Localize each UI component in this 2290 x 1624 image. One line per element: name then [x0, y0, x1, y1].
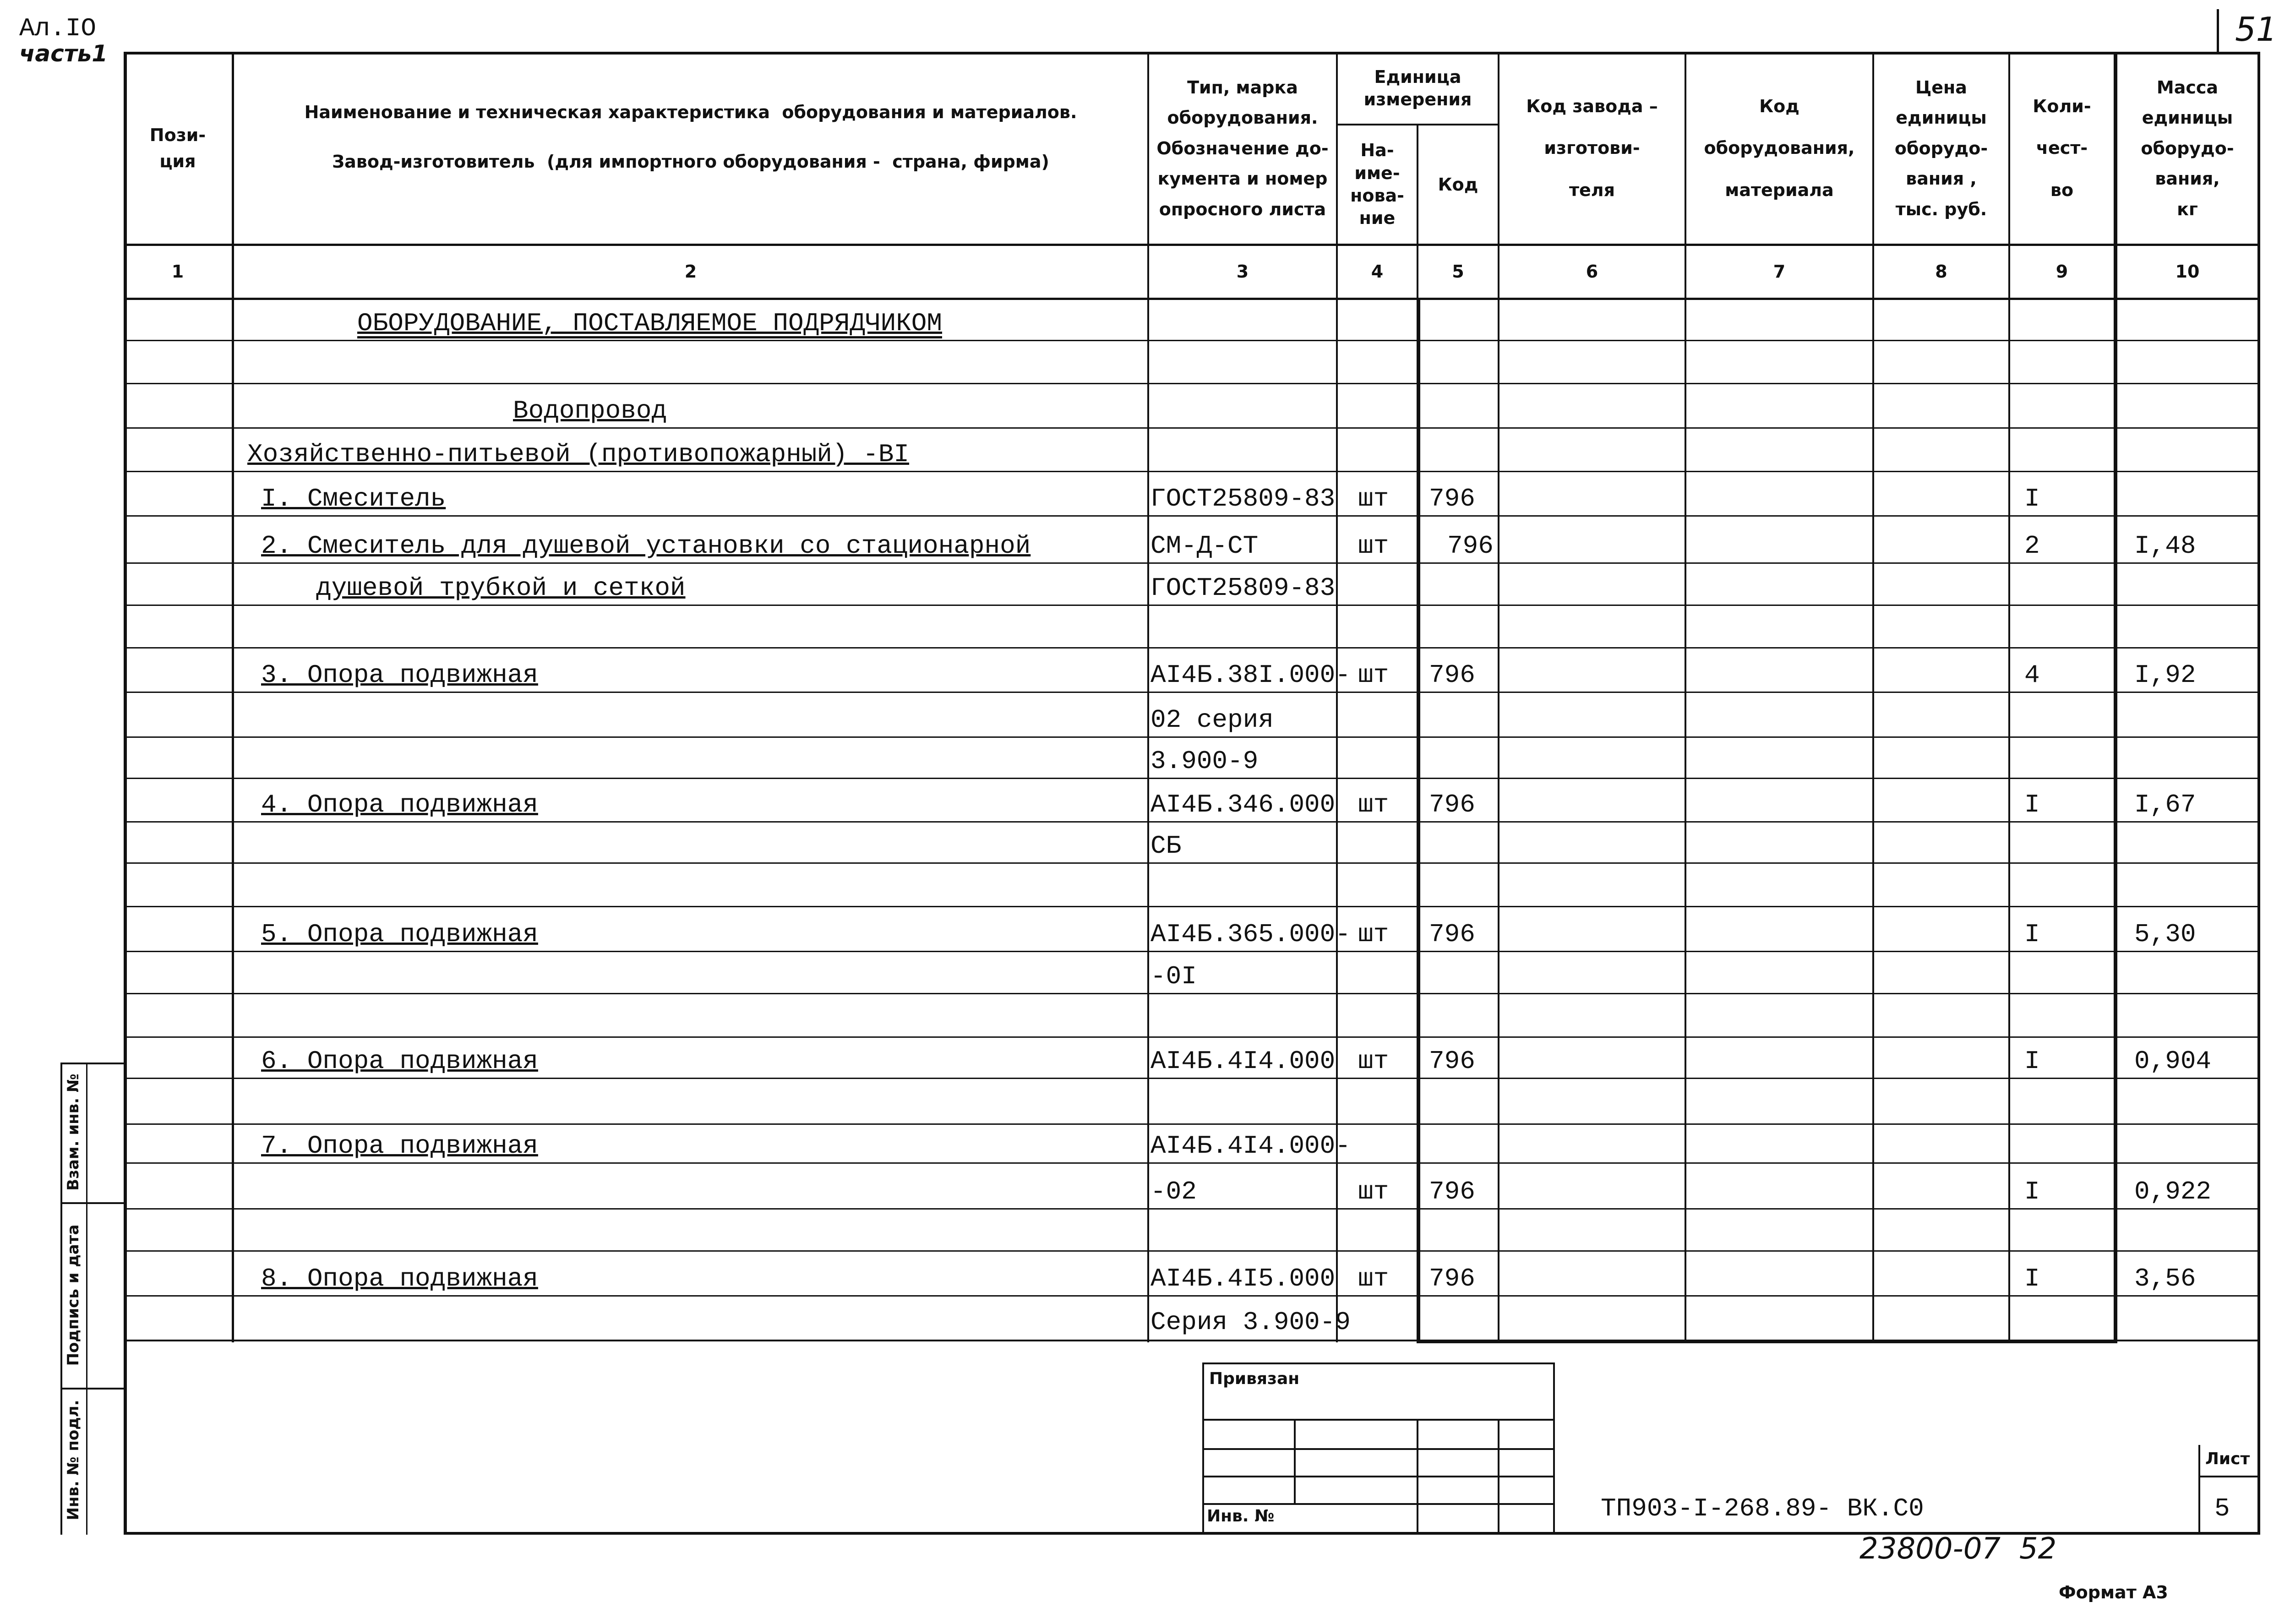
tb-col3 — [1498, 1419, 1499, 1532]
row-1-name: ОБОРУДОВАНИЕ, ПОСТАВЛЯЕМОЕ ПОДРЯДЧИКОМ — [357, 309, 943, 338]
header-col-type: Тип, марка оборудования. Обозначение до- кумента и номер опросного листа — [1156, 77, 1329, 219]
row-9-mass: I,92 — [2134, 660, 2196, 690]
row-23-name: 8. Опора подвижная — [261, 1264, 538, 1293]
row-6-code: 796 — [1447, 531, 1494, 561]
format-label: Формат А3 — [2059, 1582, 2168, 1602]
header-col-name-line2: Завод-изготовитель (для импортного оборудования - страна, фирма) — [332, 151, 1049, 172]
col-num-2: 2 — [684, 262, 697, 282]
tb-top — [1202, 1362, 1555, 1364]
row-divider — [124, 906, 2260, 907]
row-divider — [124, 605, 2260, 606]
row-11-type: 3.900-9 — [1150, 747, 1259, 776]
row-15-qty: I — [2024, 920, 2040, 949]
row-20-name: 7. Опора подвижная — [261, 1131, 538, 1161]
row-divider — [124, 821, 2260, 823]
header-col-factory-code: Код завода – изготови- теля — [1526, 96, 1658, 200]
row-18-unit: шт — [1358, 1046, 1389, 1076]
row-divider — [124, 471, 2260, 472]
row-23-type: АI4Б.4I5.000 — [1150, 1264, 1336, 1293]
row-6-unit: шт — [1358, 531, 1389, 561]
frame-right — [2257, 52, 2260, 1535]
archive-number: 23800-07 52 — [1859, 1532, 2057, 1566]
header-col-quantity: Коли- чест- во — [2033, 96, 2091, 200]
row-divider — [124, 1078, 2260, 1079]
col-num-10: 10 — [2175, 262, 2200, 282]
col-num-7: 7 — [1773, 262, 1786, 282]
col-line-4-bold — [1417, 298, 1420, 1342]
col-num-9: 9 — [2056, 262, 2068, 282]
tb-right — [1553, 1362, 1555, 1532]
tb-row1 — [1202, 1419, 1555, 1421]
header-col-mass: Масса единицы оборудо- вания, кг — [2141, 77, 2234, 219]
row-9-qty: 4 — [2024, 660, 2040, 690]
row-9-type: АI4Б.38I.000- — [1150, 660, 1351, 690]
row-divider — [124, 1208, 2260, 1210]
row-24-type: Серия 3.900-9 — [1150, 1308, 1351, 1337]
row-12-type: АI4Б.346.000 — [1150, 790, 1336, 819]
row-23-unit: шт — [1358, 1264, 1389, 1293]
row-divider — [124, 993, 2260, 994]
sheet-number: 5 — [2214, 1494, 2230, 1523]
row-divider — [124, 862, 2260, 864]
row-5-code: 796 — [1429, 484, 1475, 513]
header-col-equipment-code: Код оборудования, материала — [1704, 96, 1855, 200]
row-21-qty: I — [2024, 1177, 2040, 1206]
row-6-type: СМ-Д-СТ — [1150, 531, 1259, 561]
sheet-box-left — [2198, 1445, 2200, 1532]
tb-col2 — [1417, 1419, 1418, 1532]
row-7-name: душевой трубкой и сеткой — [316, 573, 686, 603]
row-20-type: АI4Б.4I4.000- — [1150, 1131, 1351, 1161]
row-21-type: -02 — [1150, 1177, 1197, 1206]
row-divider — [124, 1123, 2260, 1125]
row-18-code: 796 — [1429, 1046, 1475, 1076]
row-6-name: 2. Смеситель для душевой установки со стационарной — [261, 531, 1031, 561]
header-col-price: Цена единицы оборудо- вания , тыс. руб. — [1894, 77, 1988, 219]
row-15-unit: шт — [1358, 920, 1389, 949]
row-23-code: 796 — [1429, 1264, 1475, 1293]
col-num-1: 1 — [171, 262, 184, 282]
row-21-unit: шт — [1358, 1177, 1389, 1206]
sheet-label: Лист — [2205, 1450, 2250, 1468]
row-divider — [124, 1295, 2260, 1297]
row-9-name: 3. Опора подвижная — [261, 660, 538, 690]
row-15-mass: 5,30 — [2134, 920, 2196, 949]
page-corner-tick — [2217, 9, 2219, 53]
row-15-type: АI4Б.365.000- — [1150, 920, 1351, 949]
row-divider — [124, 736, 2260, 738]
row-21-code: 796 — [1429, 1177, 1475, 1206]
row-21-mass: 0,922 — [2134, 1177, 2212, 1206]
row-divider — [124, 427, 2260, 429]
col-line-9 — [2114, 53, 2117, 1342]
row-12-qty: I — [2024, 790, 2040, 819]
sheet-box-div — [2198, 1476, 2260, 1477]
row-23-qty: I — [2024, 1264, 2040, 1293]
row-12-unit: шт — [1358, 790, 1389, 819]
row-divider — [124, 778, 2260, 779]
side-stamp-div2 — [60, 1388, 125, 1390]
col-num-3: 3 — [1236, 262, 1249, 282]
table-bottom — [124, 1340, 2260, 1341]
colnum-bottom — [124, 298, 2260, 300]
row-23-mass: 3,56 — [2134, 1264, 2196, 1293]
row-13-type: СБ — [1150, 831, 1182, 861]
header-col-unit-name: На- име- нова- ние — [1350, 140, 1404, 229]
header-col-unit-code: Код — [1438, 174, 1478, 195]
row-3-name: Водопровод — [513, 396, 667, 425]
row-18-mass: 0,904 — [2134, 1046, 2212, 1076]
row-4-name: Хозяйственно-питьевой (противопожарный) -BI — [247, 440, 910, 469]
row-18-type: АI4Б.4I4.000 — [1150, 1046, 1336, 1076]
row-15-code: 796 — [1429, 920, 1475, 949]
row-5-unit: шт — [1358, 484, 1389, 513]
tb-col1 — [1294, 1419, 1296, 1504]
row-6-qty: 2 — [2024, 531, 2040, 561]
col-num-5: 5 — [1452, 262, 1464, 282]
side-stamp-signature-date: Подпись и дата — [64, 1224, 82, 1366]
side-stamp-original-inventory: Инв. № подл. — [64, 1400, 82, 1520]
row-divider — [124, 1162, 2260, 1164]
col-num-4: 4 — [1371, 262, 1384, 282]
row-divider — [124, 647, 2260, 649]
row-5-qty: I — [2024, 484, 2040, 513]
row-16-type: -0I — [1150, 962, 1197, 991]
tb-left — [1202, 1362, 1204, 1532]
header-col-name-line1: Наименование и техническая характеристика оборудования и материалов. — [304, 102, 1077, 122]
row-18-qty: I — [2024, 1046, 2040, 1076]
row-12-mass: I,67 — [2134, 790, 2196, 819]
part-number: часть1 — [19, 40, 108, 67]
row-divider — [124, 1036, 2260, 1038]
col-num-6: 6 — [1586, 262, 1598, 282]
row-divider — [124, 515, 2260, 517]
row-divider — [124, 951, 2260, 952]
header-col-position: Пози- ция — [149, 125, 206, 171]
tb-row3 — [1202, 1476, 1555, 1477]
tb-row4 — [1202, 1503, 1555, 1505]
row-18-name: 6. Опора подвижная — [261, 1046, 538, 1076]
album-number: Ал.IO — [19, 14, 97, 43]
row-12-name: 4. Опора подвижная — [261, 790, 538, 819]
row-divider — [124, 340, 2260, 341]
tb-row2 — [1202, 1448, 1555, 1450]
header-unit-group: Единица измерения — [1363, 66, 1472, 109]
row-9-unit: шт — [1358, 660, 1389, 690]
row-9-code: 796 — [1429, 660, 1475, 690]
row-6-mass: I,48 — [2134, 531, 2196, 561]
row-12-code: 796 — [1429, 790, 1475, 819]
row-5-type: ГОСТ25809-83 — [1150, 484, 1336, 513]
row-7-type: ГОСТ25809-83 — [1150, 573, 1336, 603]
row-divider — [124, 692, 2260, 693]
row-divider — [124, 383, 2260, 384]
row-15-name: 5. Опора подвижная — [261, 920, 538, 949]
document-code: ТП903-I-268.89- ВК.С0 — [1601, 1494, 1924, 1523]
side-stamp-left — [60, 1063, 62, 1535]
side-stamp-inner — [86, 1063, 87, 1535]
page-handwritten: 51 — [2235, 10, 2277, 49]
row-divider — [124, 1250, 2260, 1252]
row-10-type: 02 серия — [1150, 705, 1274, 735]
row-divider — [124, 562, 2260, 564]
privyazan-label: Привязан — [1209, 1369, 1300, 1388]
row-5-name: I. Смеситель — [261, 484, 446, 513]
col-num-8: 8 — [1935, 262, 1947, 282]
side-stamp-replaced-inventory: Взам. инв. № — [64, 1074, 82, 1191]
inventory-label: Инв. № — [1207, 1507, 1275, 1526]
